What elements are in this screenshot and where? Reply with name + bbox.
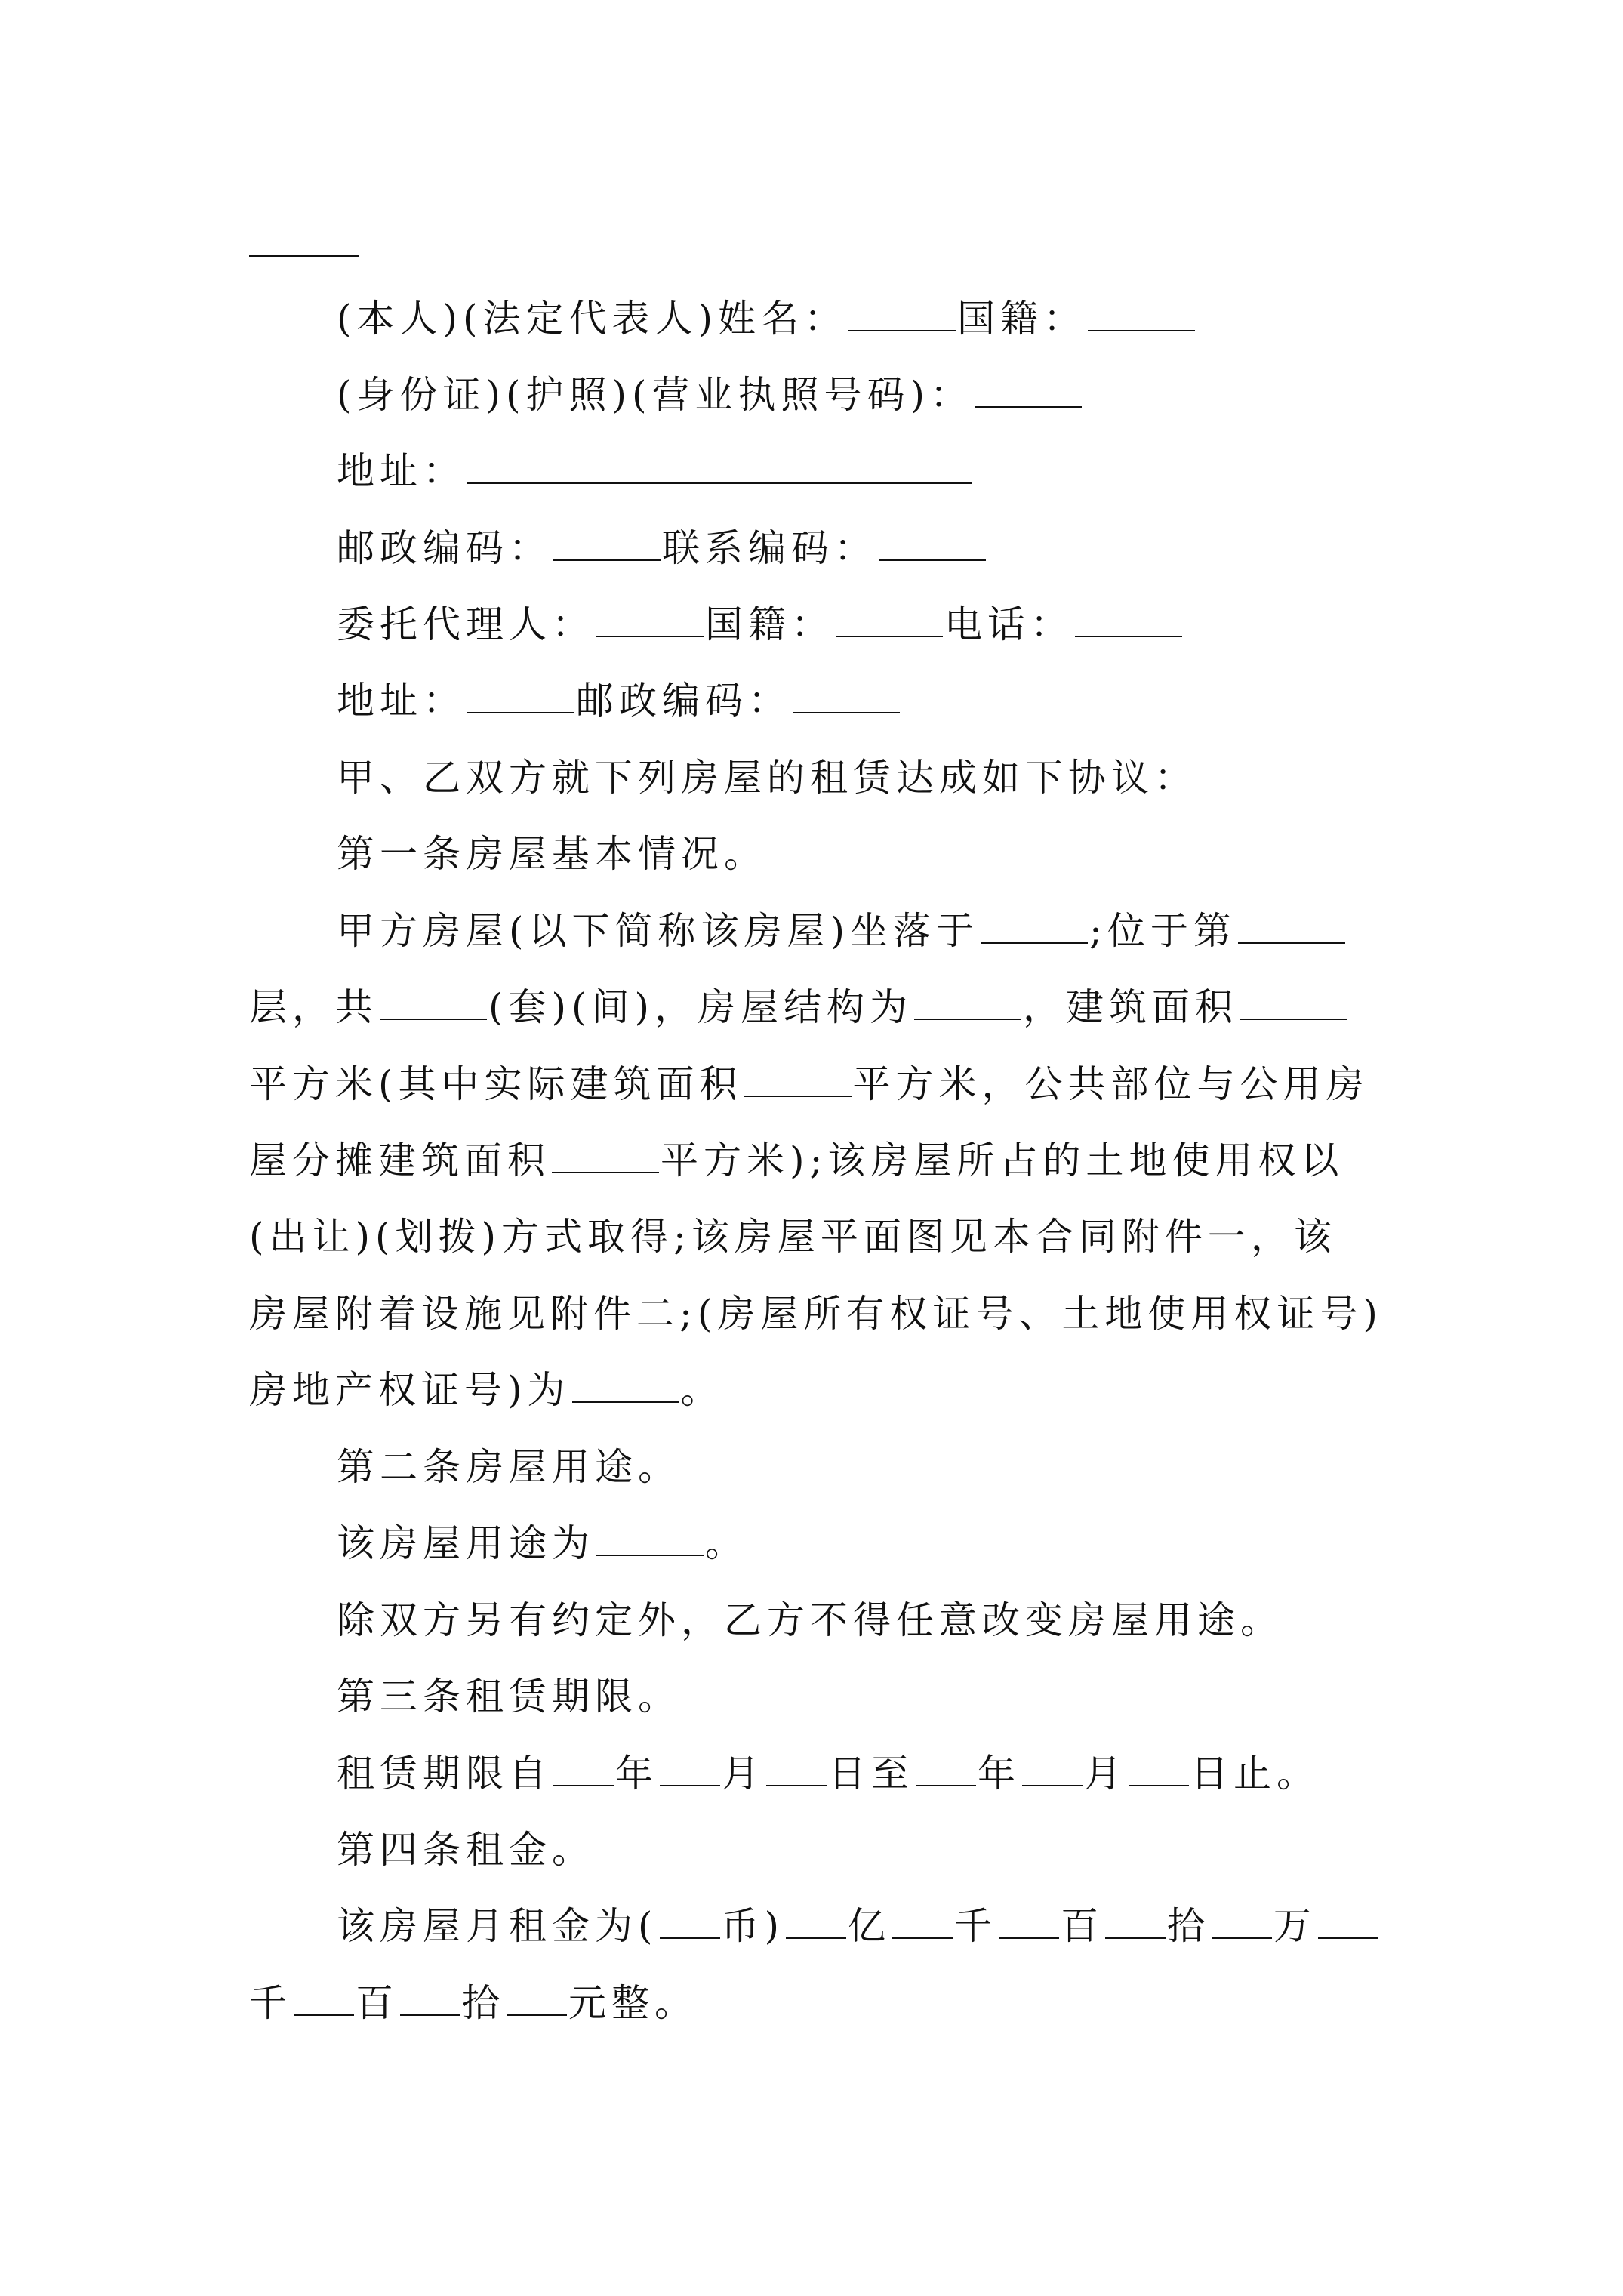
fill-in-blank bbox=[660, 1779, 720, 1786]
fill-in-blank bbox=[596, 1549, 704, 1556]
fill-in-blank bbox=[786, 1931, 846, 1939]
text-segment: 亿 bbox=[848, 1904, 892, 1948]
text-segment: ;位于第 bbox=[1089, 909, 1236, 953]
fill-in-blank bbox=[380, 1012, 487, 1020]
fill-in-blank bbox=[793, 706, 900, 713]
fill-in-blank bbox=[249, 255, 359, 257]
text-segment: (身份证)(护照)(营业执照号码)： bbox=[337, 373, 974, 417]
agent-address-line bbox=[337, 678, 901, 723]
text-segment: 日止。 bbox=[1190, 1752, 1320, 1795]
text-segment: 地址： bbox=[337, 449, 466, 493]
text-segment: ，建筑面积 bbox=[1023, 985, 1239, 1029]
fill-in-blank bbox=[1318, 1931, 1378, 1939]
fill-in-blank bbox=[1088, 324, 1195, 331]
fill-in-blank bbox=[294, 2008, 354, 2016]
paragraph-line: 房屋附着设施见附件二;(房屋所有权证号、土地使用权证号) bbox=[249, 1292, 1383, 1336]
fill-in-blank bbox=[400, 2008, 460, 2016]
rent-amount-line-cont bbox=[249, 1980, 698, 2026]
fill-in-blank bbox=[848, 324, 956, 331]
fill-in-blank bbox=[467, 476, 972, 484]
text-segment: 拾 bbox=[1167, 1904, 1211, 1948]
text-segment: 平方米(其中实际建筑面积 bbox=[249, 1062, 743, 1106]
fill-in-blank bbox=[1075, 630, 1182, 637]
fill-in-blank bbox=[892, 1931, 953, 1939]
fill-in-blank bbox=[1212, 1931, 1272, 1939]
fill-in-blank bbox=[914, 1012, 1021, 1020]
text-segment: 委托代理人： bbox=[337, 603, 595, 646]
paragraph-line: (出让)(划拨)方式取得;该房屋平面图见本合同附件一，该 bbox=[249, 1215, 1337, 1259]
text-segment: 该房屋用途为 bbox=[337, 1521, 595, 1565]
address-line bbox=[337, 448, 973, 494]
fill-in-blank bbox=[1105, 1931, 1166, 1939]
text-segment: 币) bbox=[721, 1904, 785, 1948]
lease-term-line bbox=[337, 1751, 1320, 1796]
text-segment: 屋分摊建筑面积 bbox=[249, 1139, 550, 1182]
postal-code-line bbox=[337, 525, 987, 571]
fill-in-blank bbox=[981, 936, 1088, 944]
text-segment: 百 bbox=[356, 1981, 399, 2025]
article-1-heading: 第一条房屋基本情况。 bbox=[337, 832, 767, 876]
fill-in-blank bbox=[1238, 936, 1345, 944]
paragraph-line bbox=[337, 908, 1347, 954]
fill-in-blank bbox=[916, 1779, 976, 1786]
text-segment: 国籍： bbox=[705, 603, 834, 646]
fill-in-blank bbox=[836, 630, 943, 637]
text-segment: 租赁期限自 bbox=[337, 1752, 552, 1795]
paragraph-line bbox=[249, 985, 1348, 1030]
text-segment: 该房屋月租金为( bbox=[337, 1904, 658, 1948]
text-segment: 万 bbox=[1273, 1904, 1317, 1948]
text-segment: 电话： bbox=[944, 603, 1073, 646]
id-number-line bbox=[337, 372, 1083, 418]
text-segment: 。 bbox=[680, 1368, 724, 1412]
fill-in-blank bbox=[552, 1166, 659, 1173]
text-segment: 地址： bbox=[337, 679, 466, 723]
fill-in-blank bbox=[975, 400, 1082, 408]
party-name-line bbox=[337, 296, 1196, 341]
agent-line bbox=[337, 602, 1184, 647]
text-segment: 。 bbox=[705, 1521, 748, 1565]
text-segment: 层，共 bbox=[249, 985, 378, 1029]
text-segment: 日至 bbox=[828, 1752, 914, 1795]
text-segment: 千 bbox=[249, 1981, 292, 2025]
article-4-heading: 第四条租金。 bbox=[337, 1828, 595, 1872]
fill-in-blank bbox=[1129, 1779, 1189, 1786]
text-segment: 年 bbox=[615, 1752, 658, 1795]
fill-in-blank bbox=[553, 553, 661, 561]
fill-in-blank bbox=[766, 1779, 827, 1786]
rent-amount-line bbox=[337, 1903, 1380, 1949]
fill-in-blank bbox=[660, 1931, 720, 1939]
fill-in-blank bbox=[879, 553, 986, 561]
text-segment: 千 bbox=[954, 1904, 998, 1948]
fill-in-blank bbox=[572, 1395, 679, 1403]
text-segment: 年 bbox=[978, 1752, 1021, 1795]
text-segment: 邮政编码： bbox=[576, 679, 791, 723]
fill-in-blank bbox=[999, 1931, 1059, 1939]
fill-in-blank bbox=[467, 706, 574, 713]
text-segment: (本人)(法定代表人)姓名： bbox=[337, 297, 848, 341]
paragraph-line bbox=[249, 1062, 1369, 1107]
fill-in-blank bbox=[507, 2008, 567, 2016]
article-3-heading: 第三条租赁期限。 bbox=[337, 1675, 681, 1718]
text-segment: 元整。 bbox=[568, 1981, 698, 2025]
fill-in-blank bbox=[553, 1779, 614, 1786]
text-segment: 百 bbox=[1061, 1904, 1104, 1948]
paragraph-line bbox=[249, 1367, 724, 1413]
text-segment: 平方米);该房屋所占的土地使用权以 bbox=[661, 1139, 1344, 1182]
text-segment: (套)(间)，房屋结构为 bbox=[488, 985, 913, 1029]
text-segment: 甲方房屋(以下简称该房屋)坐落于 bbox=[337, 909, 980, 953]
usage-line bbox=[337, 1521, 748, 1566]
text-segment: 平方米，公共部位与公用房 bbox=[852, 1062, 1369, 1106]
text-segment: 月 bbox=[1084, 1752, 1127, 1795]
fill-in-blank bbox=[744, 1089, 852, 1097]
fill-in-blank bbox=[596, 630, 704, 637]
fill-in-blank bbox=[1240, 1012, 1347, 1020]
text-segment: 邮政编码： bbox=[337, 526, 552, 570]
usage-restriction: 除双方另有约定外，乙方不得任意改变房屋用途。 bbox=[337, 1598, 1283, 1642]
paragraph-line bbox=[249, 1138, 1344, 1183]
text-segment: 房地产权证号)为 bbox=[249, 1368, 571, 1412]
article-2-heading: 第二条房屋用途。 bbox=[337, 1445, 681, 1489]
agreement-intro: 甲、乙双方就下列房屋的租赁达成如下协议： bbox=[337, 756, 1197, 800]
text-segment: 拾 bbox=[462, 1981, 505, 2025]
text-segment: 联系编码： bbox=[662, 526, 877, 570]
text-segment: 国籍： bbox=[957, 297, 1087, 341]
text-segment: 月 bbox=[722, 1752, 765, 1795]
fill-in-blank bbox=[1022, 1779, 1083, 1786]
